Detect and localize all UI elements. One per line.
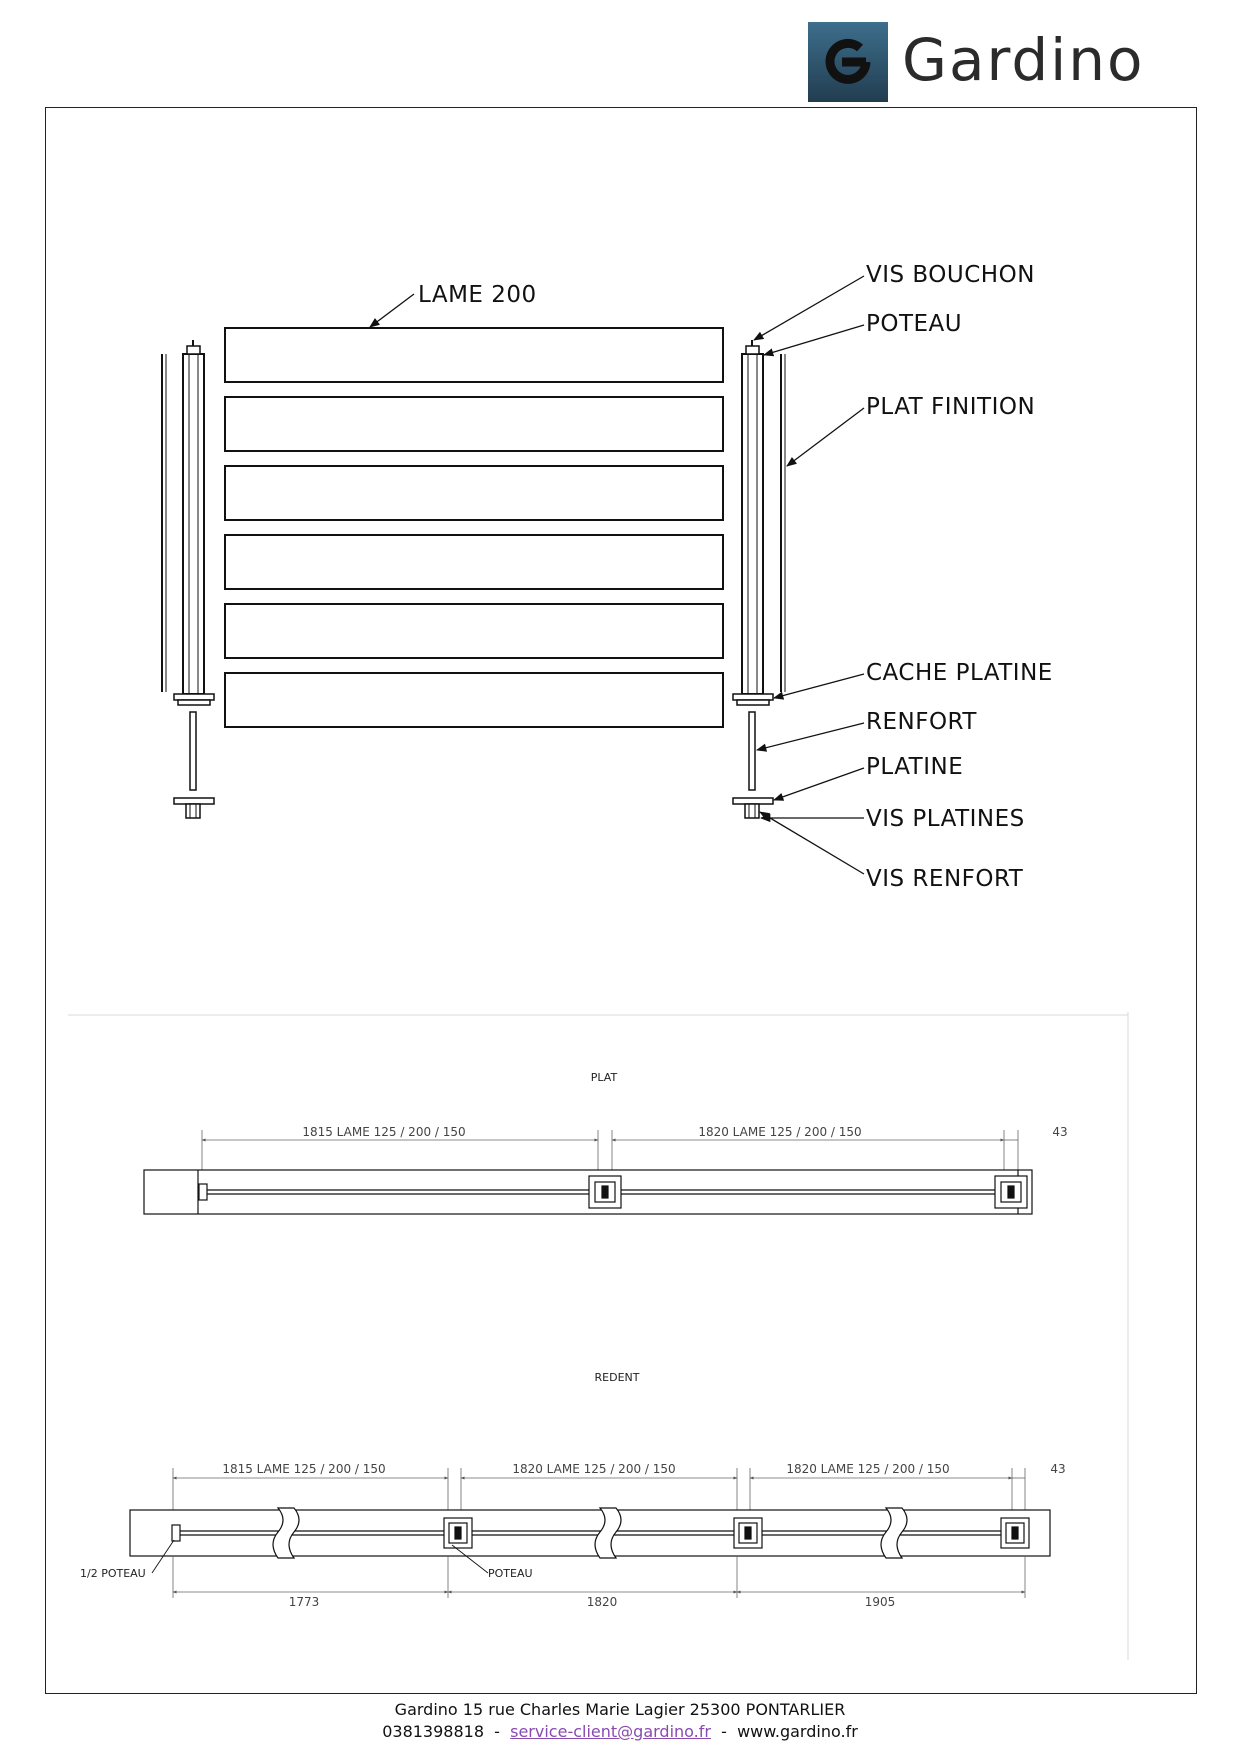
callout-renfort: RENFORT	[866, 709, 977, 735]
plan-redent-half-post	[172, 1525, 180, 1541]
footer-email-link[interactable]: service-client@gardino.fr	[510, 1722, 711, 1741]
board-3	[225, 466, 723, 520]
plan-redent-dim-1: 1815 LAME 125 / 200 / 150	[222, 1462, 386, 1476]
plan-redent-post-3	[1001, 1518, 1029, 1548]
footer-separator-1: -	[484, 1722, 511, 1741]
leader-poteau	[764, 325, 864, 355]
plan-plat-title: PLAT	[590, 1071, 618, 1084]
callout-platine: PLATINE	[866, 754, 964, 780]
plan-redent-post-1	[444, 1518, 472, 1548]
leader-plat-finition	[787, 408, 864, 466]
callout-poteau: POTEAU	[866, 311, 963, 337]
footer-phone: 0381398818	[382, 1722, 484, 1741]
plan-plat-post-start	[199, 1184, 207, 1200]
plan-plat-dim-1: 1815 LAME 125 / 200 / 150	[302, 1125, 466, 1139]
board-1	[225, 328, 723, 382]
label-post: POTEAU	[488, 1567, 533, 1580]
footer-separator-2: -	[710, 1722, 738, 1741]
plan-plat-dim-2: 1820 LAME 125 / 200 / 150	[698, 1125, 862, 1139]
callout-cache-platine: CACHE PLATINE	[866, 660, 1053, 686]
leader-lame	[370, 294, 414, 327]
callout-vis-bouchon: VIS BOUCHON	[866, 262, 1035, 288]
plan-redent-dim-2: 1820 LAME 125 / 200 / 150	[512, 1462, 676, 1476]
board-stack	[225, 328, 723, 727]
plan-redent	[80, 1371, 1066, 1609]
callout-vis-platines: VIS PLATINES	[866, 806, 1025, 832]
callout-plat-finition: PLAT FINITION	[866, 394, 1036, 420]
footer-address: Gardino 15 rue Charles Marie Lagier 25300 PONTARLIER	[394, 1700, 846, 1719]
board-2	[225, 397, 723, 451]
plan-redent-dim-end: 43	[1050, 1462, 1066, 1476]
plan-redent-dim-3: 1820 LAME 125 / 200 / 150	[786, 1462, 950, 1476]
callout-lame: LAME 200	[418, 282, 537, 308]
right-post-assembly	[733, 340, 785, 818]
plan-redent-bottom-dim-2: 1820	[586, 1595, 618, 1609]
callout-vis-renfort: VIS RENFORT	[866, 866, 1024, 892]
leader-vis-renfort	[760, 812, 864, 874]
leader-renfort	[757, 723, 864, 750]
plan-sheet-border	[68, 1012, 1128, 1660]
plan-redent-title: REDENT	[594, 1371, 640, 1384]
board-4	[225, 535, 723, 589]
label-half-post: 1/2 POTEAU	[80, 1567, 146, 1580]
plan-plat-post-mid	[589, 1176, 621, 1208]
footer-website-link[interactable]: www.gardino.fr	[737, 1722, 858, 1741]
page-footer	[0, 1699, 1240, 1743]
leader-platine	[774, 768, 864, 800]
board-6	[225, 673, 723, 727]
leader-cache-platine	[774, 674, 864, 698]
board-5	[225, 604, 723, 658]
plan-plat	[144, 1071, 1068, 1214]
left-post-assembly	[162, 340, 214, 818]
plan-redent-bottom-dim-1: 1773	[288, 1595, 320, 1609]
plan-redent-post-2	[734, 1518, 762, 1548]
footer-contact-line	[0, 1721, 1240, 1743]
exploded-view	[162, 262, 1053, 892]
plan-redent-bottom-dim-3: 1905	[864, 1595, 896, 1609]
brand-wordmark: Gardino	[902, 26, 1145, 94]
plan-plat-dim-end: 43	[1052, 1125, 1068, 1139]
plan-plat-post-end	[995, 1176, 1027, 1208]
